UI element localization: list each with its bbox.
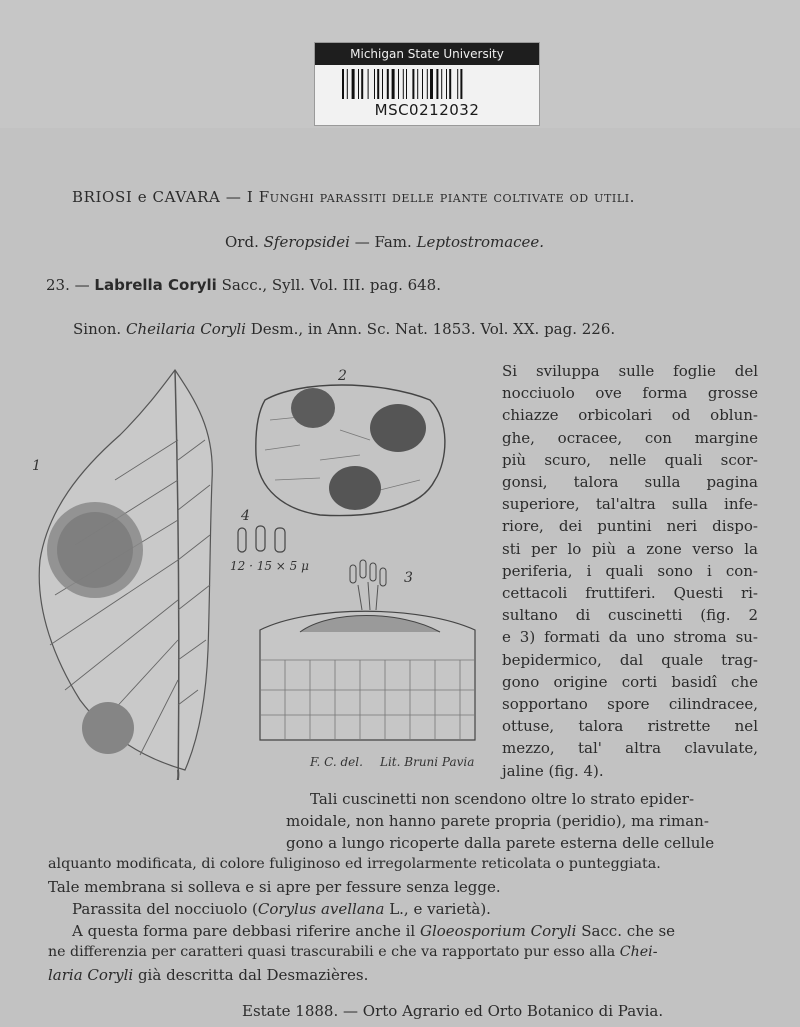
- description-line: bepidermico, dal quale trag-: [502, 650, 758, 669]
- host-name: Corylus avellana: [257, 900, 385, 918]
- barcode-bar: [374, 69, 375, 99]
- barcode-bar: [441, 69, 442, 99]
- barcode-bar: [382, 69, 383, 99]
- host-line: [72, 900, 491, 918]
- description-line: nocciuolo ove forma grosse: [502, 384, 758, 403]
- note-line: [48, 944, 658, 960]
- barcode-bar: [342, 69, 344, 99]
- species-name: Labrella Coryli: [94, 276, 217, 294]
- authors: BRIOSI e CAVARA: [72, 188, 221, 206]
- note-line: [72, 922, 675, 940]
- fig1-label: 1: [32, 458, 41, 474]
- body-line: moidale, non hanno parete propria (peridio), ma riman-: [286, 812, 709, 830]
- fig4-label: 4: [241, 508, 250, 524]
- order-name: Sferopsidei: [263, 233, 350, 251]
- cheilaria-name: laria Coryli: [48, 966, 134, 984]
- barcode-bar: [422, 69, 423, 99]
- description-line: cettacoli fruttiferi. Questi ri-: [502, 584, 758, 602]
- description-line: sopportano spore cilindracee,: [502, 695, 758, 713]
- family-prefix: — Fam.: [354, 233, 412, 251]
- institution-name: Michigan State University: [315, 43, 539, 65]
- body-line: alquanto modificata, di colore fuliginoso ed irregolarmente reticolata o punteggiata.: [48, 856, 661, 872]
- barcode-bar: [412, 69, 414, 99]
- barcode-bars: [342, 69, 512, 99]
- barcode-bar: [368, 69, 369, 99]
- barcode-bar: [449, 69, 451, 99]
- barcode-bar: [347, 69, 348, 99]
- barcode-bar: [398, 69, 399, 99]
- work-title: — I Funghi parassiti delle piante coltivate od utili.: [225, 188, 636, 206]
- barcode-bar: [352, 69, 355, 99]
- barcode-bar: [361, 69, 363, 99]
- drawing-credit: F. C. del.: [310, 755, 363, 769]
- illustration-plate: [20, 360, 500, 780]
- cross-section-figure: [260, 560, 475, 740]
- cheilaria-name: Chei-: [619, 944, 658, 960]
- page-header: [72, 188, 635, 206]
- description-line: sultano di cuscinetti (fig. 2: [502, 606, 758, 625]
- description-line: riore, dei puntini neri dispo-: [502, 517, 758, 536]
- description-line: gono origine corti basidî che: [502, 672, 758, 691]
- description-line: periferia, i quali sono i con-: [502, 561, 758, 580]
- barcode-bar: [430, 69, 433, 99]
- host-prefix: Parassita del nocciuolo (: [72, 900, 258, 918]
- barcode-bar: [358, 69, 359, 99]
- spot-small: [82, 702, 134, 754]
- note-line: [48, 966, 368, 984]
- synonym-name: Cheilaria Coryli: [125, 320, 246, 338]
- gloeosporium-name: Gloeosporium Coryli: [419, 922, 577, 940]
- classification-line: [225, 233, 544, 251]
- synonym-line: [73, 320, 615, 338]
- description-line: chiazze orbicolari od oblun-: [502, 406, 758, 425]
- synonym-citation: Desm., in Ann. Sc. Nat. 1853. Vol. XX. pag. 226.: [250, 320, 616, 338]
- barcode-label: [314, 42, 540, 126]
- barcode-bar: [460, 69, 462, 99]
- species-citation: Sacc., Syll. Vol. III. pag. 648.: [221, 276, 441, 294]
- barcode-bar: [377, 69, 379, 99]
- note-text: ne differenzia per caratteri quasi trascurabili e che va rapportato pur esso alla: [48, 944, 616, 960]
- leaf-figure: [32, 370, 212, 780]
- barcode-bar: [392, 69, 395, 99]
- body-line: Tale membrana si solleva e si apre per fessure senza legge.: [48, 878, 501, 896]
- species-line: [46, 276, 441, 294]
- barcode-bar: [436, 69, 438, 99]
- barcode-bar: [446, 69, 447, 99]
- barcode-bar: [417, 69, 418, 99]
- description-line: jaline (fig. 4).: [502, 761, 604, 780]
- note-text: Sacc. che se: [581, 922, 676, 940]
- fig2-label: 2: [338, 368, 347, 384]
- order-prefix: Ord.: [225, 233, 259, 251]
- barcode-bar: [403, 69, 404, 99]
- lithography-credit: Lit. Bruni Pavia: [380, 755, 475, 769]
- description-line: ghe, ocracee, con margine: [502, 428, 758, 447]
- host-suffix: L., e varietà).: [389, 900, 491, 918]
- barcode-bar: [406, 69, 407, 99]
- description-line: gonsi, talora sulla pagina: [502, 473, 758, 491]
- note-text: già descritta dal Desmazières.: [137, 966, 369, 984]
- footer-line: Estate 1888. — Orto Agrario ed Orto Botanico di Pavia.: [242, 1002, 664, 1020]
- fig3-label: 3: [404, 570, 413, 586]
- stroma-surface-figure: [256, 368, 445, 516]
- description-line: e 3) formati da uno stroma su-: [502, 628, 758, 647]
- description-line: sti per lo più a zone verso la: [502, 539, 758, 558]
- species-number: 23. —: [46, 276, 90, 294]
- barcode-bar: [427, 69, 428, 99]
- note-text: A questa forma pare debbasi riferire anche il: [72, 922, 416, 940]
- barcode-number: MSC0212032: [374, 101, 480, 119]
- description-line: superiore, tal'altra sulla infe-: [502, 495, 758, 514]
- description-line: Si sviluppa sulle foglie del: [502, 362, 758, 380]
- synonym-prefix: Sinon.: [73, 320, 122, 338]
- description-line: più scuro, nelle quali scor-: [502, 450, 758, 469]
- description-line: ottuse, talora ristrette nel: [502, 717, 758, 736]
- body-line: Tali cuscinetti non scendono oltre lo strato epider-: [310, 790, 695, 808]
- spore-scale: 12 · 15 × 5 μ: [230, 559, 309, 573]
- spores-figure: [230, 508, 309, 573]
- family-name: Leptostromacee.: [416, 233, 545, 251]
- barcode-bar: [387, 69, 389, 99]
- description-line: mezzo, tal' altra clavulate,: [502, 739, 758, 758]
- body-line: gono a lungo ricoperte dalla parete esterna delle cellule: [286, 834, 715, 852]
- barcode-bar: [457, 69, 458, 99]
